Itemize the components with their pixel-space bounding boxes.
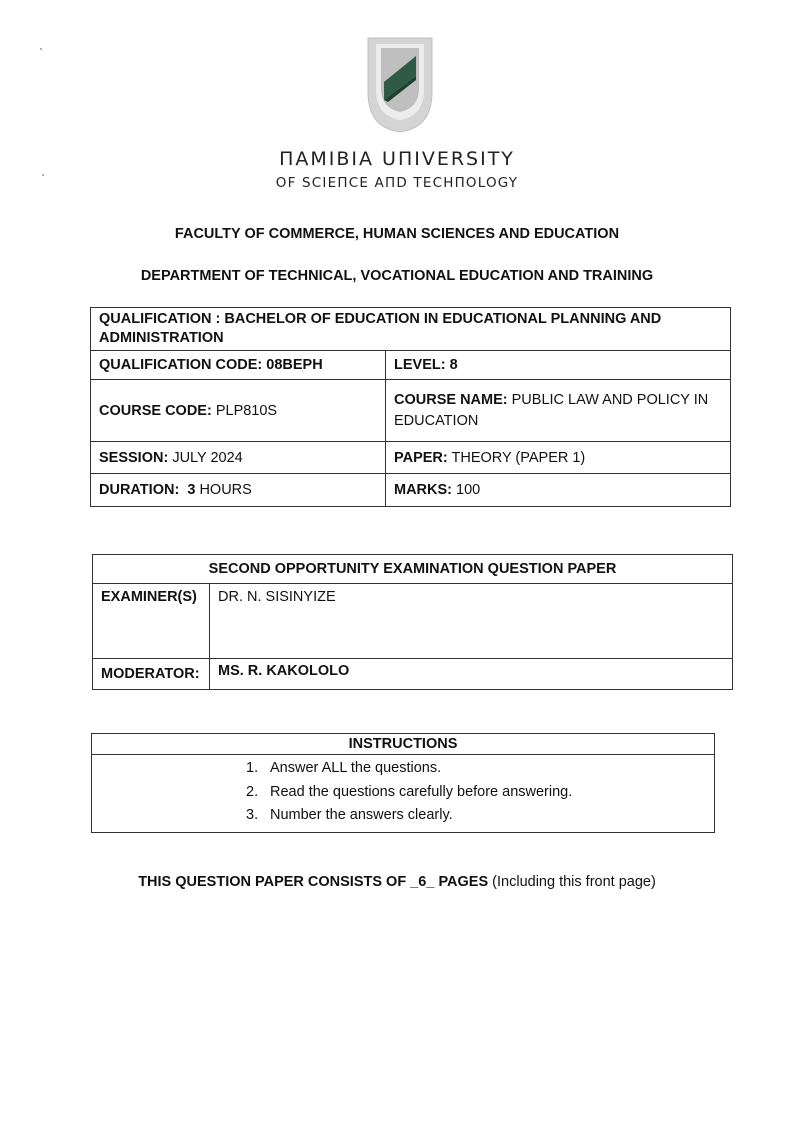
page-count-note (0, 874, 794, 890)
marks-cell (386, 474, 731, 507)
duration-label: DURATION: (99, 482, 180, 498)
exam-title: SECOND OPPORTUNITY EXAMINATION QUESTION PAPER (93, 555, 733, 584)
course-code-cell (91, 380, 386, 442)
examiner-row (93, 584, 733, 659)
course-name-cell (386, 380, 731, 442)
marks-value: 100 (456, 482, 481, 498)
level-value: 8 (449, 357, 458, 373)
duration-number: 3 (187, 482, 196, 498)
instruction-number: 2. (246, 783, 259, 800)
instruction-number: 3. (246, 807, 259, 823)
scan-speck (40, 48, 42, 50)
instruction-item (92, 804, 714, 828)
scan-speck (42, 174, 44, 176)
moderator-label: MODERATOR: (93, 659, 210, 690)
paper-value: THEORY (PAPER 1) (451, 449, 586, 466)
duration-cell (91, 474, 386, 507)
session-value: JULY 2024 (172, 449, 243, 466)
duration-row (91, 474, 731, 507)
session-cell (91, 442, 386, 474)
level-label: LEVEL: (394, 357, 446, 373)
page-count-bold: THIS QUESTION PAPER CONSISTS OF _6_ PAGES (138, 874, 489, 890)
qualification-cell: QUALIFICATION : BACHELOR OF EDUCATION IN EDUCATIONAL PLANNING AND ADMINISTRATION (91, 308, 731, 351)
moderator-row (93, 659, 733, 690)
moderator-value: MS. R. KAKOLOLO (210, 659, 733, 690)
qualification-row (91, 308, 731, 351)
instruction-number: 1. (246, 760, 259, 776)
instructions-table (91, 733, 715, 833)
paper-label: PAPER: (394, 449, 448, 466)
instruction-text: Answer ALL the questions. (270, 760, 442, 776)
examiner-value: DR. N. SISINYIZE (210, 584, 733, 659)
university-name: ΠΑΜΙΒΙΑ UΠIVERSITY (279, 148, 515, 170)
qualification-code-value: 08BEPH (266, 357, 323, 373)
course-code-value: PLP810S (215, 402, 278, 419)
instructions-title-row (92, 734, 715, 755)
qualification-code-cell (91, 351, 386, 380)
course-name-value: PUBLIC LAW AND POLICY IN EDUCATION (394, 391, 709, 429)
department-heading: DEPARTMENT OF TECHNICAL, VOCATIONAL EDUCATION AND TRAINING (140, 268, 654, 284)
examiner-label: EXAMINER(S) (93, 584, 210, 659)
course-row (91, 380, 731, 442)
instructions-body-row (92, 755, 715, 833)
faculty-heading: FACULTY OF COMMERCE, HUMAN SCIENCES AND EDUCATION (174, 226, 620, 242)
marks-label: MARKS: (394, 482, 452, 498)
course-name-label: COURSE NAME: (394, 391, 508, 408)
instruction-text: Read the questions carefully before answering. (270, 783, 573, 800)
university-logo (350, 30, 450, 135)
qualification-code-label: QUALIFICATION CODE: (99, 357, 263, 373)
instruction-text: Number the answers clearly. (270, 807, 453, 823)
exam-title-row (93, 555, 733, 584)
instructions-title: INSTRUCTIONS (92, 734, 715, 755)
session-row (91, 442, 731, 474)
university-subtitle: OF SCIEΠCE ΑΠD TECHΠOLOGY (275, 175, 519, 191)
code-row (91, 351, 731, 380)
level-cell (386, 351, 731, 380)
examination-table (92, 554, 733, 690)
instruction-item (92, 757, 714, 781)
course-code-label: COURSE CODE: (99, 402, 212, 419)
duration-unit: HOURS (199, 482, 252, 498)
paper-cell (386, 442, 731, 474)
page-count-note-text: (Including this front page) (492, 874, 656, 890)
session-label: SESSION: (99, 449, 169, 466)
instructions-body (92, 755, 715, 833)
course-details-table (90, 307, 731, 507)
instruction-item (92, 781, 714, 805)
